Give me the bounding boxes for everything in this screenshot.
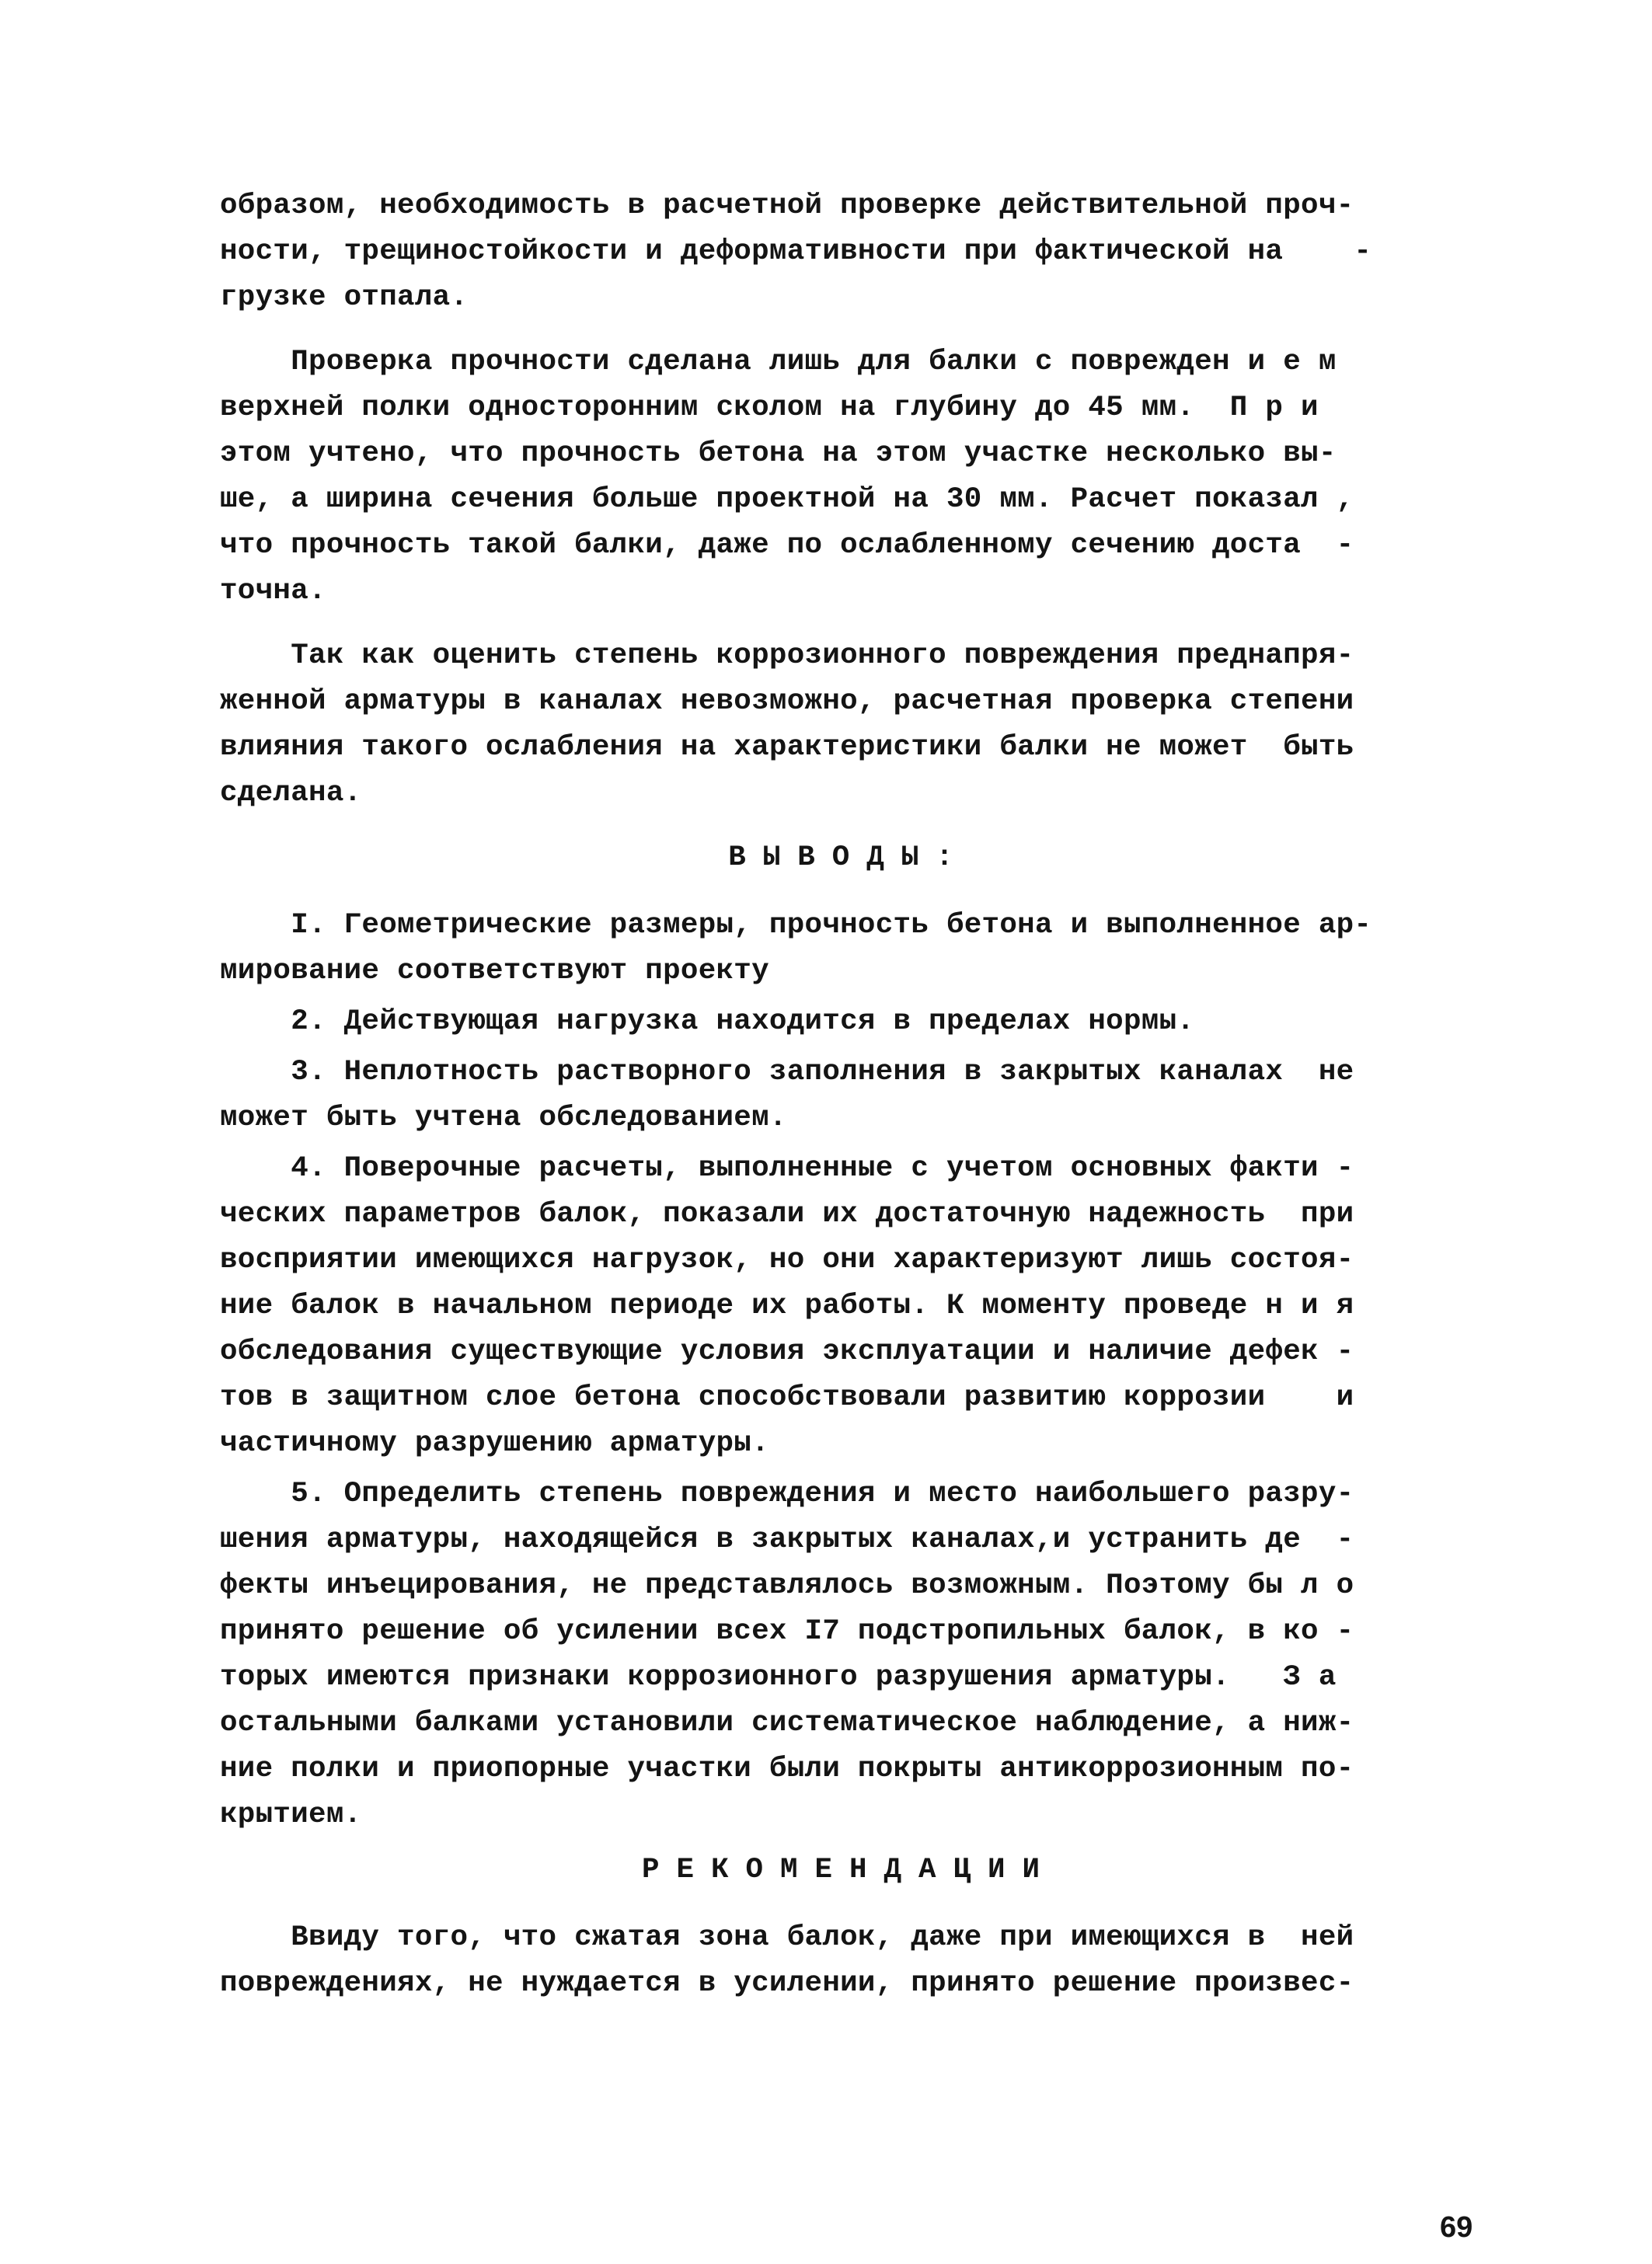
text-line: верхней полки односторонним сколом на глубину до 45 мм. П р и <box>220 392 1319 424</box>
conclusion-item-5 <box>220 1472 1479 1838</box>
text-line: фекты инъецирования, не представлялось возможным. Поэтому бы л о <box>220 1569 1354 1602</box>
text-line: влияния такого ослабления на характеристики балки не может быть <box>220 731 1354 764</box>
text-line: женной арматуры в каналах невозможно, расчетная проверка степени <box>220 685 1354 718</box>
text-line: восприятии имеющихся нагрузок, но они характеризуют лишь состоя- <box>220 1244 1354 1277</box>
text-line: 3. Неплотность растворного заполнения в закрытых каналах не <box>220 1056 1354 1088</box>
text-line: что прочность такой балки, даже по ослабленному сечению доста - <box>220 529 1354 562</box>
text-line: обследования существующие условия эксплуатации и наличие дефек - <box>220 1336 1354 1368</box>
heading-conclusions: ВЫВОДЫ: <box>728 841 971 874</box>
text-line: 4. Поверочные расчеты, выполненные с учетом основных факти - <box>220 1152 1354 1185</box>
text-line: образом, необходимость в расчетной проверке действительной проч- <box>220 190 1354 222</box>
text-line: торых имеются признаки коррозионного разрушения арматуры. З а <box>220 1661 1337 1694</box>
paragraph-1 <box>220 183 1479 321</box>
text-line: тов в защитном слое бетона способствовали развитию коррозии и <box>220 1381 1354 1414</box>
conclusion-item-2 <box>220 999 1479 1045</box>
text-line: Так как оценить степень коррозионного повреждения преднапря- <box>220 639 1354 672</box>
text-line: Ввиду того, что сжатая зона балок, даже при имеющихся в ней <box>220 1921 1354 1954</box>
page-number: 69 <box>1440 2211 1473 2244</box>
text-line: I. Геометрические размеры, прочность бетона и выполненное ар- <box>220 909 1372 942</box>
text-line: сделана. <box>220 777 362 810</box>
conclusion-item-4 <box>220 1146 1479 1467</box>
text-line: частичному разрушению арматуры. <box>220 1427 769 1460</box>
text-line: ние балок в начальном периоде их работы. К моменту проведе н и я <box>220 1290 1354 1322</box>
text-line: шения арматуры, находящейся в закрытых каналах,и устранить де - <box>220 1524 1354 1556</box>
text-line: 5. Определить степень повреждения и место наибольшего разру- <box>220 1478 1354 1510</box>
document-page <box>220 183 1479 2025</box>
heading-recommendations: РЕКОМЕНДАЦИИ <box>641 1854 1058 1886</box>
text-line: может быть учтена обследованием. <box>220 1102 787 1134</box>
text-line: точна. <box>220 575 326 608</box>
paragraph-3 <box>220 633 1479 817</box>
text-line: Проверка прочности сделана лишь для балки с поврежден и е м <box>220 346 1337 378</box>
text-line: остальными балками установили систематическое наблюдение, а ниж- <box>220 1707 1354 1740</box>
text-line: 2. Действующая нагрузка находится в пределах нормы. <box>220 1005 1195 1038</box>
text-line: крытием. <box>220 1799 362 1831</box>
text-line: принято решение об усилении всех I7 подстропильных балок, в ко - <box>220 1615 1354 1648</box>
text-line: повреждениях, не нуждается в усилении, принято решение произвес- <box>220 1967 1354 2000</box>
text-line: ческих параметров балок, показали их достаточную надежность при <box>220 1198 1354 1231</box>
text-line: ности, трещиностойкости и деформативности при фактической на - <box>220 235 1372 268</box>
conclusion-item-3 <box>220 1050 1479 1141</box>
text-line: ние полки и приопорные участки были покрыты антикоррозионным по- <box>220 1753 1354 1785</box>
paragraph-2 <box>220 340 1479 615</box>
conclusion-item-1 <box>220 903 1479 994</box>
text-line: грузке отпала. <box>220 281 469 314</box>
recommendations-paragraph <box>220 1915 1479 2007</box>
text-line: ше, а ширина сечения больше проектной на 30 мм. Расчет показал , <box>220 483 1354 516</box>
text-line: этом учтено, что прочность бетона на этом участке несколько вы- <box>220 437 1337 470</box>
text-line: мирование соответствуют проекту <box>220 955 769 987</box>
